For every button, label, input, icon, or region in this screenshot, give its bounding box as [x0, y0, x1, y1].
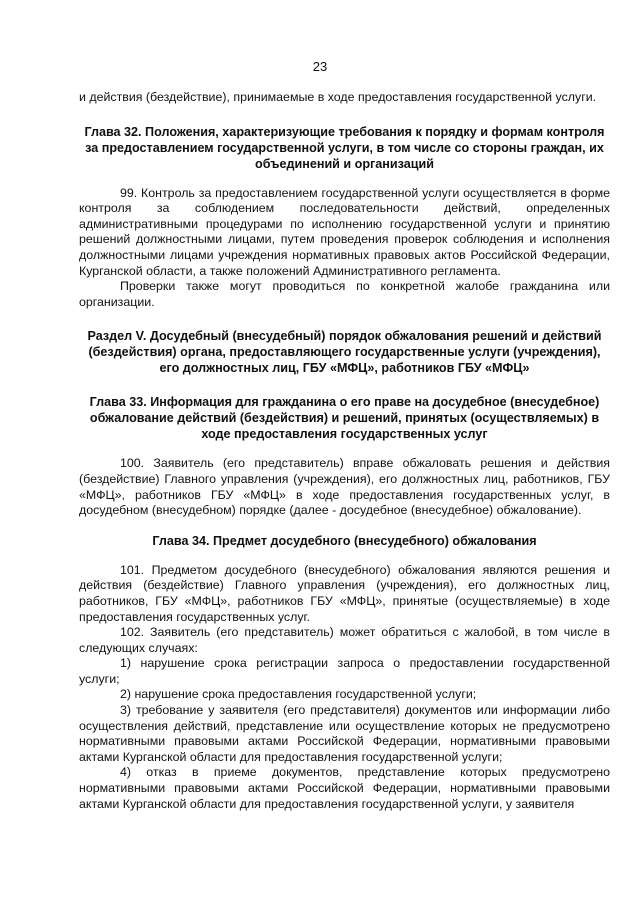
- section-5-title: Раздел V. Досудебный (внесудебный) порядок обжалования решений и действий (бездействия) органа, предоставляющего государственные услуги (учреждения), его должностных лиц, ГБУ «МФЦ», работников ГБУ «МФЦ»: [87, 329, 602, 376]
- page-number: 23: [312, 59, 328, 74]
- document-body: [79, 90, 610, 812]
- paragraph-99-checks: Проверки также могут проводиться по конкретной жалобе гражданина или организации.: [79, 279, 610, 309]
- chapter-32-title: Глава 32. Положения, характеризующие требования к порядку и формам контроля за предоставлением государственной услуги, в том числе со стороны граждан, их объединений и организаций: [84, 124, 605, 171]
- paragraph-99: 99. Контроль за предоставлением государственной услуги осуществляется в форме контроля за соблюдением последовательности действий, определенных административными процедурами по исполнению государственной услуги и принятию решений должностными лицами, путем проведения проверок соблюдения и исполнения должностными лицами учреждения нормативных правовых актов Российской Федерации, Курганской области, а также положений Административного регламента.: [79, 185, 610, 278]
- intro-paragraph: и действия (бездействие), принимаемые в ходе предоставления государственной услуги.: [79, 90, 597, 104]
- paragraph-102-item-4: 4) отказ в приеме документов, представление которых предусмотрено нормативными правовыми актами Российской Федерации, нормативными правовыми актами Курганской области для предоставления государственной услуги, у заявителя: [79, 765, 610, 811]
- paragraph-102-item-1: 1) нарушение срока регистрации запроса о предоставлении государственной услуги;: [79, 656, 610, 686]
- paragraph-101: 101. Предметом досудебного (внесудебного) обжалования являются решения и действия (бездействие) Главного управления (учреждения), его должностных лиц, работников, ГБУ «МФЦ», работников ГБУ «МФЦ», принятые (осуществляемые) в ходе предоставления государственных услуг.: [79, 562, 610, 624]
- paragraph-100: 100. Заявитель (его представитель) вправе обжаловать решения и действия (бездействие) Главного управления (учреждения), его должностных лиц, работников, ГБУ «МФЦ», работников ГБУ «МФЦ» в ходе предоставления государственных услуг, в досудебном (внесудебном) порядке (далее - досудебное (внесудебное) обжалование).: [79, 456, 610, 518]
- paragraph-102-item-2: 2) нарушение срока предоставления государственной услуги;: [120, 687, 477, 702]
- paragraph-102-item-3: 3) требование у заявителя (его представителя) документов или информации либо осуществления действий, представление или осуществление которых не предусмотрено нормативными правовыми актами Российской Федерации, нормативными правовыми актами Курганской области для предоставления государственной услуги;: [79, 703, 610, 764]
- chapter-34-title: Глава 34. Предмет досудебного (внесудебного) обжалования: [152, 533, 537, 548]
- chapter-33-title: Глава 33. Информация для гражданина о его праве на досудебное (внесудебное) обжалование действий (бездействия) и решений, принятых (осуществляемых) в ходе предоставления государственных услуг: [89, 395, 600, 442]
- paragraph-102: 102. Заявитель (его представитель) может обратиться с жалобой, в том числе в следующих случаях:: [79, 625, 610, 655]
